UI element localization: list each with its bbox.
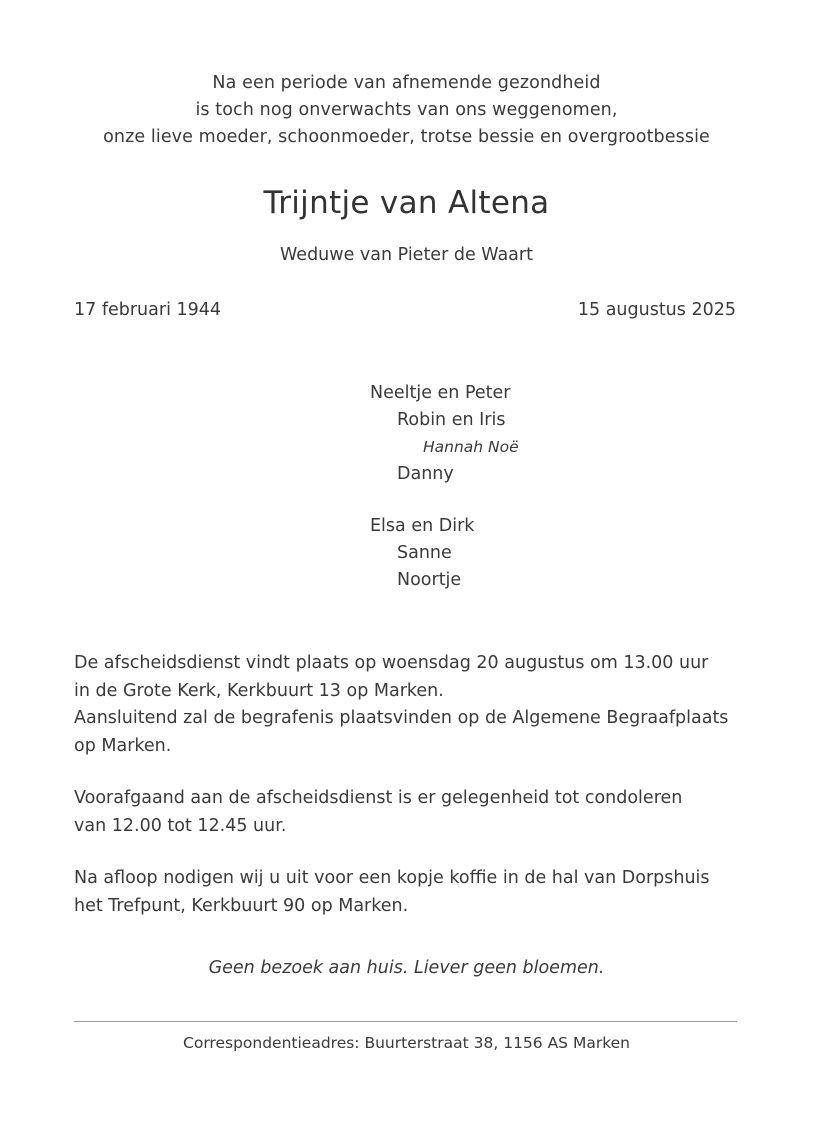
condolence-line: Voorafgaand aan de afscheidsdienst is er gelegenheid tot condoleren [74, 788, 683, 808]
family-grandchild: Hannah Noë [423, 438, 519, 456]
family-child: Danny [397, 464, 454, 484]
service-line: Aansluitend zal de begrafenis plaatsvinden op de Algemene Begraafplaats [74, 708, 729, 728]
family-list [370, 380, 519, 594]
condolence-paragraph [74, 785, 744, 840]
condolence-line: van 12.00 tot 12.45 uur. [74, 815, 287, 836]
family-parents: Elsa en Dirk [370, 516, 475, 536]
service-paragraph [74, 650, 744, 760]
intro-text [0, 70, 813, 151]
deceased-name: Trijntje van Altena [263, 185, 550, 221]
divider-line [74, 1021, 737, 1022]
service-line: op Marken. [74, 735, 172, 756]
family-child: Robin en Iris [397, 410, 506, 430]
family-parents: Neeltje en Peter [370, 383, 511, 403]
intro-line: Na een periode van afnemende gezondheid [212, 73, 601, 93]
coffee-line: het Trefpunt, Kerkbuurt 90 op Marken. [74, 895, 409, 916]
family-child: Sanne [397, 543, 452, 563]
coffee-paragraph [74, 865, 744, 920]
correspondence-address: Correspondentieadres: Buurterstraat 38, 1156 AS Marken [183, 1034, 630, 1052]
birth-date: 17 februari 1944 [74, 300, 222, 320]
widow-of: Weduwe van Pieter de Waart [280, 245, 533, 265]
coffee-line: Na afloop nodigen wij u uit voor een kopje koffie in de hal van Dorpshuis [74, 868, 710, 888]
service-line: in de Grote Kerk, Kerkbuurt 13 op Marken. [74, 680, 444, 701]
closing-note: Geen bezoek aan huis. Liever geen bloemen. [208, 958, 605, 978]
death-date: 15 augustus 2025 [577, 300, 736, 320]
service-line: De afscheidsdienst vindt plaats op woensdag 20 augustus om 13.00 uur [74, 653, 709, 673]
intro-line: onze lieve moeder, schoonmoeder, trotse bessie en overgrootbessie [103, 127, 710, 147]
intro-line: is toch nog onverwachts van ons weggenomen, [195, 100, 618, 120]
family-spacer [370, 488, 519, 513]
service-details [74, 650, 744, 945]
family-child: Noortje [397, 570, 462, 590]
